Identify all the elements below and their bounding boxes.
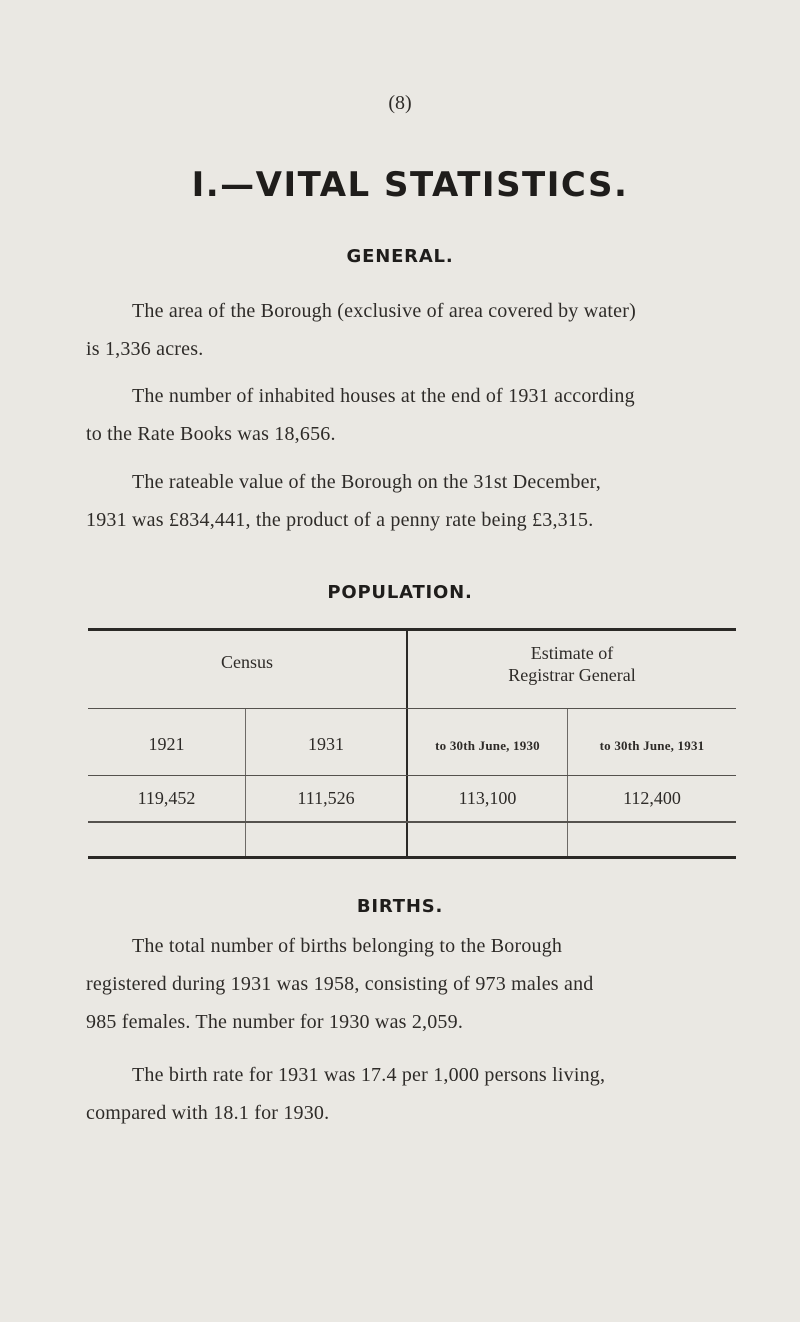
general-houses-paragraph [86,377,738,453]
column-1921: 1921 [148,734,185,754]
population-heading: POPULATION. [327,582,473,603]
general-heading: GENERAL. [346,246,454,267]
table-year-rule [88,775,736,776]
column-1931: 1931 [308,734,344,754]
column-estimate-1931: to 30th June, 1931 [599,738,705,753]
table-bottom-rule [88,856,736,859]
births-total-paragraph [86,927,738,1041]
births-rate-paragraph [86,1056,738,1132]
section-title: I.—VITAL STATISTICS. [191,165,629,205]
paragraph-line: compared with 18.1 for 1930. [86,1102,330,1124]
header-estimate-line: Registrar General [508,665,636,685]
header-estimate-line: Estimate of [530,643,614,663]
births-heading: BIRTHS. [356,896,444,917]
value-estimate-1930: 113,100 [458,788,517,808]
table-value-rule [88,821,736,823]
header-estimate [408,642,736,686]
table-column-divider [567,708,568,856]
table-top-rule [88,628,736,631]
table-column-divider [245,708,246,856]
paragraph-line: The birth rate for 1931 was 17.4 per 1,000 persons living, [132,1064,606,1086]
paragraph-line: 1931 was £834,441, the product of a penny rate being £3,315. [86,509,594,531]
general-area-paragraph [86,292,738,368]
paragraph-line: The area of the Borough (exclusive of area covered by water) [132,300,636,322]
page-number: (8) [388,92,412,114]
paragraph-line: to the Rate Books was 18,656. [86,423,336,445]
header-census: Census [220,652,273,672]
paragraph-line: The total number of births belonging to the Borough [132,935,563,957]
value-estimate-1931: 112,400 [623,788,681,808]
general-rateable-paragraph [86,463,738,539]
paragraph-line: is 1,336 acres. [86,338,204,360]
paragraph-line: The rateable value of the Borough on the 31st December, [132,471,601,493]
paragraph-line: The number of inhabited houses at the end of 1931 according [132,385,635,407]
column-estimate-1930: to 30th June, 1930 [435,738,540,753]
paragraph-line: 985 females. The number for 1930 was 2,059. [86,1011,464,1033]
value-1921: 119,452 [137,788,196,808]
table-header-rule [88,708,736,709]
value-1931: 111,526 [297,788,355,808]
paragraph-line: registered during 1931 was 1958, consisting of 973 males and [86,973,594,995]
population-table [88,628,736,860]
